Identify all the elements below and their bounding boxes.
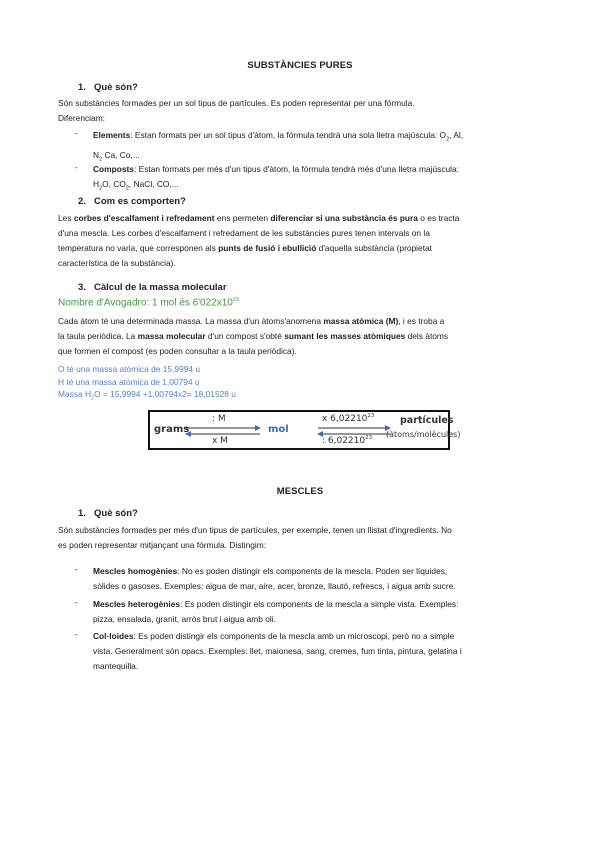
heading-molecular-mass: 3. Càlcul de la massa molecular xyxy=(78,282,227,293)
label-divide-avogadro: : 6,02210$^{23}$ xyxy=(322,435,373,446)
label-divide-m: : M xyxy=(212,414,226,424)
section-title-pure-substances: SUBSTÀNCIES PURES xyxy=(247,60,353,71)
label-particles-sub: (àtoms/molècules) xyxy=(386,430,461,439)
avogadro-number: Nombre d'Avogadro: 1 mol és $6'022x10^{23}$ xyxy=(58,297,239,309)
label-times-m: x M xyxy=(212,436,228,446)
label-mol: mol xyxy=(268,424,289,435)
paragraph-mass-calc: Cada àtom té una determinada massa. La massa d'un àtoms'anomena massa atòmica (M), i es troba a la taula periòdica. La massa molecular d'un compost s'obté sumant les masses atòmiques dels àtoms que formen el compost (es poden consultar a la taula periòdica). xyxy=(58,316,449,356)
label-particles: partícules xyxy=(400,415,454,426)
example-calculation: O té una massa atòmica de 15,9994 u H té una massa atòmica de 1,00794 u Massa $H_2O = 15,9994 +1,00794x2= 18,01528$ u xyxy=(58,364,236,402)
list-item-homogeneous: Mescles homogènies: No es poden distingir els components de la mescla. Poden ser líquides, sòlides o gasoses. Exemples: aigua de mar, aire, acer, bronze, llautó, refrescs, i aigua amb sucre. xyxy=(93,566,456,591)
list-item-heterogeneous: Mescles heterogènies: Es poden distingir els components de la mescla a simple vista. Exemples: pizza, ensalada, granit, arròs brut i aigua amb oli. xyxy=(93,599,459,624)
paragraph-intro: Són substàncies formades per un sol tipus de partícules. Es poden representar per una fórmula. Diferenciam: xyxy=(58,98,415,123)
list-item-elements: Elements: Estan formats per un sol tipus d'àtom, la fórmula tendrà una sola lletra majúscula: $O_2$, Al, $N_2$ Ca, Co,... xyxy=(93,130,464,163)
heading-behaviour: 2. Com es comporten? xyxy=(78,196,186,207)
list-item-colloids: Col·loides: Es poden distingir els components de la mescla amb un microscopi, però no a simple vista. Generalment són opacs. Exemples: llet, maionesa, sang, cremes, fum tinta, pintura, gelatina i mantequilla. xyxy=(93,631,462,671)
heading-mixtures-what: 1. Què són? xyxy=(78,508,138,519)
section-title-mixtures: MESCLES xyxy=(276,486,324,497)
bullet-dash: - xyxy=(75,162,78,172)
bullet-dash: - xyxy=(75,128,78,138)
paragraph-mixtures-intro: Són substàncies formades per més d'un tipus de partícules, per exemple, tenen un llistat d'ingredients. No es poden representar mitjançant una fórmula. Distingim: xyxy=(58,525,452,550)
label-times-avogadro: x 6,02210$^{23}$ xyxy=(322,413,375,424)
bullet-dash: - xyxy=(75,629,78,639)
bullet-dash: - xyxy=(75,597,78,607)
conversion-diagram xyxy=(148,410,461,450)
bullet-dash: - xyxy=(75,564,78,574)
paragraph-behaviour: Les corbes d'escalfament i refredament ens permeten diferenciar si una substància és pura o es tracta d'una mescla. Les corbes d'escalfament i refredament de les substàncies pures tenen intervals on la temperatura no varia, que corresponen als punts de fusió i ebullició d'aquella substància (propietat característica de la substància). xyxy=(58,213,460,268)
heading-what-are-they: 1. Què són? xyxy=(78,82,138,93)
label-grams: grams xyxy=(154,424,190,435)
list-item-composts: Composts: Estan formats per més d'un tipus d'àtom, la fórmula tendrà més d'una lletra majúscula: $H_2O$, $CO_2$, NaCl, CO,... xyxy=(93,164,460,192)
